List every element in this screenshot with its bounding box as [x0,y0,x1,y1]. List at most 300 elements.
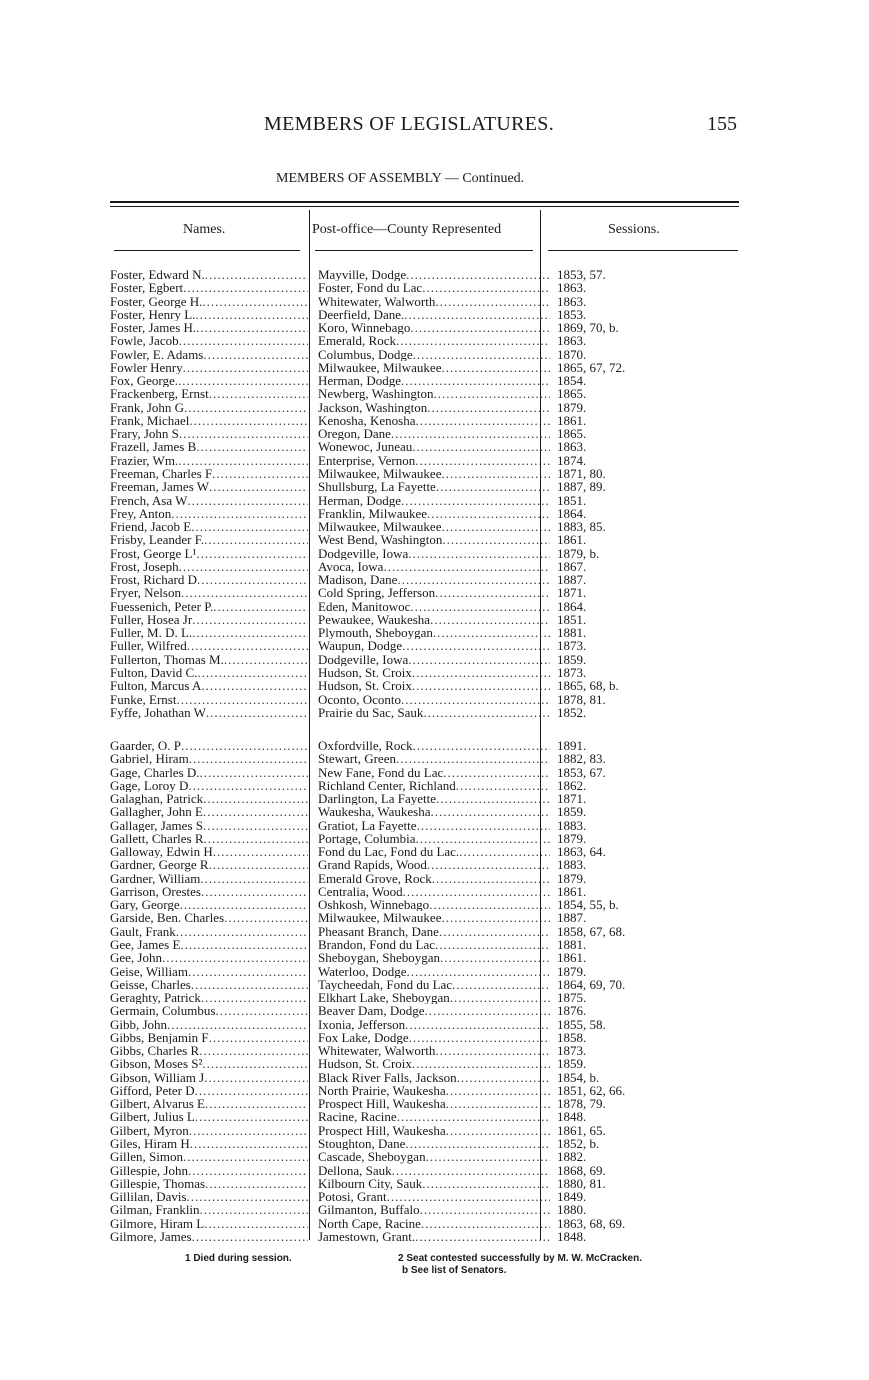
sessions [550,792,586,805]
member-name [110,911,308,924]
dot-leader [167,1018,308,1031]
sessions [550,872,586,885]
sessions-text: 1863, 68, 69. [557,1215,626,1231]
dot-leader [179,334,308,347]
dot-leader [429,898,550,911]
post-office-county [308,427,550,440]
post-office-county [308,693,550,706]
member-name-text: Gibson, Moses S² [110,1057,203,1071]
member-name-text: Gibbs, Charles R [110,1044,200,1058]
member-name-text: Frost, Joseph [110,559,179,574]
post-office-county-text: Prospect Hill, Waukesha [318,1097,446,1111]
post-office-county-text: Milwaukee, Milwaukee [318,360,442,375]
post-office-county [308,885,550,898]
post-office-county-text: North Prairie, Waukesha [318,1083,446,1098]
sessions-text: 1865. [557,426,587,442]
sessions [550,440,586,453]
member-name [110,1084,308,1097]
post-office-county-text: Waterloo, Dodge [318,964,407,978]
sessions-text: 1887. [557,910,587,926]
member-name-text: Gilman, Franklin [110,1203,200,1217]
dot-leader [396,752,550,765]
post-office-county [308,560,550,573]
member-name-text: Frisby, Leander F. [110,533,205,547]
table-row [110,766,740,779]
dot-leader [422,281,550,294]
dot-leader [176,925,308,938]
sessions [550,858,586,871]
member-name-text: Fowle, Jacob [110,334,179,348]
dot-leader [427,401,550,414]
dot-leader [195,308,308,321]
dot-leader [435,295,550,308]
post-office-county [308,467,550,480]
sessions [550,845,606,858]
sessions [550,965,586,978]
post-office-county-text: Portage, Columbia [318,831,416,846]
dot-leader [224,911,308,924]
post-office-county-text: Herman, Dodge [318,374,402,388]
dot-leader [200,766,308,779]
sessions-text: 1865, 67, 72. [557,359,626,375]
member-name-text: Frey, Anton [110,506,172,521]
table-row [110,1097,740,1110]
member-name [110,321,308,334]
sessions [550,752,606,765]
member-name [110,978,308,991]
sessions-text: 1851. [557,611,587,627]
post-office-county [308,1217,550,1230]
dot-leader [421,1217,550,1230]
post-office-county-text: Herman, Dodge [318,493,402,507]
table-row [110,361,740,374]
table-row [110,1031,740,1044]
post-office-county-text: Stewart, Green [318,752,396,766]
post-office-county-text: Emerald, Rock [318,334,396,348]
table-row [110,1203,740,1216]
dot-leader [183,1150,308,1163]
dot-leader [412,1057,550,1070]
post-office-county-text: Mayville, Dodge [318,268,407,282]
member-name [110,898,308,911]
post-office-county [308,361,550,374]
dot-leader [178,374,308,387]
sessions [550,387,586,400]
table-row [110,1004,740,1017]
dot-leader [195,1084,308,1097]
member-name-text: Funke, Ernst [110,692,177,706]
member-name [110,766,308,779]
post-office-county [308,978,550,991]
dot-leader [203,805,308,818]
sessions-text: 1863. [557,293,587,309]
member-name-text: Gallett, Charles R [110,831,204,846]
sessions [550,739,586,752]
post-office-county [308,1031,550,1044]
table-row [110,779,740,792]
group-spacer [110,719,740,739]
table-row [110,819,740,832]
sessions-text: 1875. [557,990,587,1006]
dot-leader [202,1057,308,1070]
dot-leader [430,805,550,818]
dot-leader [191,978,308,991]
table-row [110,872,740,885]
table-row [110,885,740,898]
sessions [550,938,586,951]
sessions-text: 1861, 65. [557,1122,606,1138]
dot-leader [404,308,550,321]
member-name-text: Gary, George [110,898,180,912]
dot-leader [201,679,308,692]
table-row [110,533,740,546]
sessions-text: 1859. [557,651,587,667]
sessions-text: 1879. [557,399,587,415]
dot-leader [209,480,308,493]
sessions-text: 1858, 67, 68. [557,923,626,939]
post-office-county-text: Milwaukee, Milwaukee [318,911,442,925]
post-office-county [308,533,550,546]
member-name-text: Gault, Frank [110,924,176,939]
member-name-text: Gilmore, Hiram L [110,1216,205,1230]
member-name [110,573,308,586]
sessions [550,911,586,924]
post-office-county-text: Madison, Dane [318,573,398,587]
sessions [550,268,606,281]
post-office-county-text: Jackson, Washington [318,400,428,414]
member-name [110,1110,308,1123]
table-row [110,281,740,294]
sessions [550,586,586,599]
table-row [110,925,740,938]
sessions-text: 1883. [557,857,587,873]
post-office-county-text: Oxfordville, Rock [318,739,413,753]
dot-leader [188,965,308,978]
sessions [550,639,586,652]
table-row [110,348,740,361]
top-double-rule-upper [110,201,739,203]
post-office-county-text: Waupun, Dodge [318,639,403,653]
post-office-county-text: Deerfield, Dane. [318,307,405,322]
member-name [110,547,308,560]
sessions [550,573,586,586]
sessions-text: 1881. [557,937,587,953]
dot-leader [423,706,550,719]
sessions-text: 1876. [557,1003,587,1019]
post-office-county-text: Oconto, Oconto [318,692,402,706]
member-name-text: Gillespie, John [110,1163,188,1177]
member-name-text: Fulton, David C. [110,665,198,680]
dot-leader [196,440,308,453]
post-office-county-text: Gratiot, La Fayette [318,818,417,832]
member-name [110,666,308,679]
member-name [110,779,308,792]
post-office-county [308,308,550,321]
sessions-text: 1854, b. [557,1069,600,1085]
dot-leader [205,268,308,281]
member-name [110,872,308,885]
post-office-county [308,938,550,951]
post-office-county-text: Whitewater, Walworth [318,1044,436,1058]
dot-leader [199,1044,308,1057]
dot-leader [187,1190,308,1203]
post-office-county-text: Hudson, St. Croix [318,1057,412,1071]
sessions [550,1110,586,1123]
member-name [110,414,308,427]
table-row [110,1217,740,1230]
post-office-county [308,752,550,765]
sessions-text: 1855, 58. [557,1016,606,1032]
table-row [110,1071,740,1084]
dot-leader [412,666,550,679]
sessions-text: 1861. [557,532,587,548]
section-subtitle: MEMBERS OF ASSEMBLY — Continued. [276,171,525,186]
dot-leader [176,693,308,706]
page-number: 155 [707,113,737,135]
post-office-county [308,1018,550,1031]
member-name [110,281,308,294]
sessions [550,1203,586,1216]
footnote-2: 2 Seat contested successfully by M. W. McCracken. [398,1253,642,1264]
sessions-text: 1879. [557,963,587,979]
dot-leader [181,586,308,599]
post-office-county [308,295,550,308]
post-office-county-text: Koro, Winnebago [318,321,411,335]
post-office-county-text: Darlington, La Fayette [318,792,437,806]
post-office-county [308,1071,550,1084]
member-name-text: Gaarder, O. P [110,739,181,753]
sessions [550,281,586,294]
dot-leader [192,613,308,626]
table-row [110,414,740,427]
member-name-text: French, Asa W [110,493,188,507]
sessions [550,1150,586,1163]
sessions-text: 1879, b. [557,545,600,561]
dot-leader [412,679,550,692]
post-office-county-text: Kenosha, Kenosha [318,413,416,428]
table-row [110,295,740,308]
post-office-county [308,1057,550,1070]
member-name [110,560,308,573]
table-row [110,965,740,978]
sessions-text: 1864, 69, 70. [557,976,626,992]
dot-leader [456,779,550,792]
dot-leader [401,693,550,706]
post-office-county-text: North Cape, Racine [318,1216,421,1230]
post-office-county-text: Gilmanton, Buffalo [318,1203,420,1217]
post-office-county [308,779,550,792]
table-row [110,573,740,586]
table-row [110,845,740,858]
dot-leader [436,480,550,493]
dot-leader [435,1044,550,1057]
dot-leader [189,1124,308,1137]
table-row [110,600,740,613]
post-office-county [308,1044,550,1057]
post-office-county [308,600,550,613]
member-name-text: Gardner, George R [110,858,209,872]
table-row [110,480,740,493]
post-office-county [308,1097,550,1110]
member-name [110,832,308,845]
post-office-county [308,639,550,652]
dot-leader [435,938,550,951]
member-name-text: Fowler Henry [110,360,183,375]
dot-leader [205,1177,308,1190]
sessions [550,454,586,467]
member-name [110,467,308,480]
dot-leader [179,427,308,440]
dot-leader [435,586,550,599]
sessions-text: 1882. [557,1149,587,1165]
member-name [110,507,308,520]
dot-leader [427,858,550,871]
member-name [110,805,308,818]
dot-leader [416,832,551,845]
member-name [110,1150,308,1163]
dot-leader [181,739,308,752]
post-office-county-text: Wonewoc, Juneau [318,440,413,454]
post-office-county-text: Avoca, Iowa [318,559,384,574]
post-office-county [308,573,550,586]
table-row [110,898,740,911]
post-office-county-text: Jamestown, Grant. [318,1229,416,1244]
member-name-text: Gallagher, John E [110,805,203,819]
sessions [550,361,625,374]
dot-leader [430,613,550,626]
dot-leader [405,1137,550,1150]
member-name [110,739,308,752]
member-name [110,626,308,639]
dot-leader [383,560,550,573]
sessions [550,626,586,639]
sessions-text: 1867. [557,558,587,574]
sessions [550,1230,586,1243]
dot-leader [196,547,308,560]
sessions [550,1137,599,1150]
member-name-text: Foster, Edward N. [110,268,205,282]
table-row [110,547,740,560]
table-row [110,1084,740,1097]
sessions-text: 1874. [557,452,587,468]
sessions [550,1057,586,1070]
sessions-text: 1865, 68, b. [557,678,619,694]
post-office-county [308,1004,550,1017]
table-row [110,268,740,281]
table-row [110,1137,740,1150]
post-office-county [308,766,550,779]
dot-leader [213,600,308,613]
post-office-county-text: Elkhart Lake, Sheboygan [318,991,450,1005]
member-name-text: Fullerton, Thomas M. [110,652,224,666]
table-row [110,639,740,652]
sessions-text: 1863. [557,280,587,296]
sessions [550,507,586,520]
sessions [550,951,586,964]
post-office-county-text: Columbus, Dodge [318,347,413,361]
post-office-county [308,845,550,858]
member-name [110,819,308,832]
table-row [110,832,740,845]
post-office-county [308,925,550,938]
table-row [110,467,740,480]
member-name-text: Geisse, Charles [110,977,191,992]
dot-leader [452,978,550,991]
dot-leader [446,1084,550,1097]
sessions-text: 1887. [557,572,587,588]
sessions [550,693,606,706]
member-name [110,845,308,858]
member-name-text: Gibson, William J [110,1070,205,1084]
post-office-county-text: Hudson, St. Croix [318,679,412,693]
member-name [110,600,308,613]
post-office-county-text: New Fane, Fond du Lac [318,765,444,779]
sessions-text: 1870. [557,346,587,362]
dot-leader [442,533,550,546]
table-row [110,613,740,626]
post-office-county-text: Dodgeville, Iowa [318,652,409,666]
member-name-text: Foster, Henry L. [110,307,196,322]
member-name-text: Fuller, M. D. L. [110,626,193,640]
post-office-county-text: Dodgeville, Iowa [318,546,409,560]
sessions-text: 1863, 64. [557,844,606,860]
member-name [110,679,308,692]
sessions [550,533,586,546]
sessions [550,653,586,666]
dot-leader [197,666,308,679]
dot-leader [450,991,550,1004]
post-office-county-text: Beaver Dam, Dodge [318,1004,425,1018]
table-row [110,951,740,964]
table-row [110,401,740,414]
sessions [550,1071,599,1084]
post-office-county-text: Sheboygan, Sheboygan [318,951,441,965]
member-name [110,295,308,308]
post-office-county [308,1150,550,1163]
member-name-text: Giles, Hiram H [110,1137,190,1151]
sessions-text: 1852, b. [557,1136,600,1151]
sessions-text: 1864. [557,598,587,614]
sessions [550,1097,606,1110]
member-name-text: Gilbert, Alvarus E [110,1097,205,1111]
dot-leader [183,361,308,374]
post-office-county [308,348,550,361]
member-name [110,991,308,1004]
member-name [110,965,308,978]
post-office-county [308,626,550,639]
dot-leader [191,520,308,533]
member-name-text: Fryer, Nelson [110,586,181,600]
sessions [550,520,606,533]
member-name-text: Fuller, Wilfred [110,639,187,653]
sessions-text: 1863. [557,333,587,349]
member-name [110,334,308,347]
member-name [110,374,308,387]
member-name [110,401,308,414]
table-row [110,1150,740,1163]
member-name [110,951,308,964]
dot-leader [397,1110,550,1123]
sessions-text: 1865. [557,386,587,402]
dot-leader [406,268,550,281]
post-office-county [308,1137,550,1150]
sessions [550,1084,625,1097]
member-name [110,885,308,898]
dot-leader [412,440,550,453]
member-name-text: Gage, Charles D. [110,765,200,779]
dot-leader [209,1031,308,1044]
dot-leader [202,295,308,308]
